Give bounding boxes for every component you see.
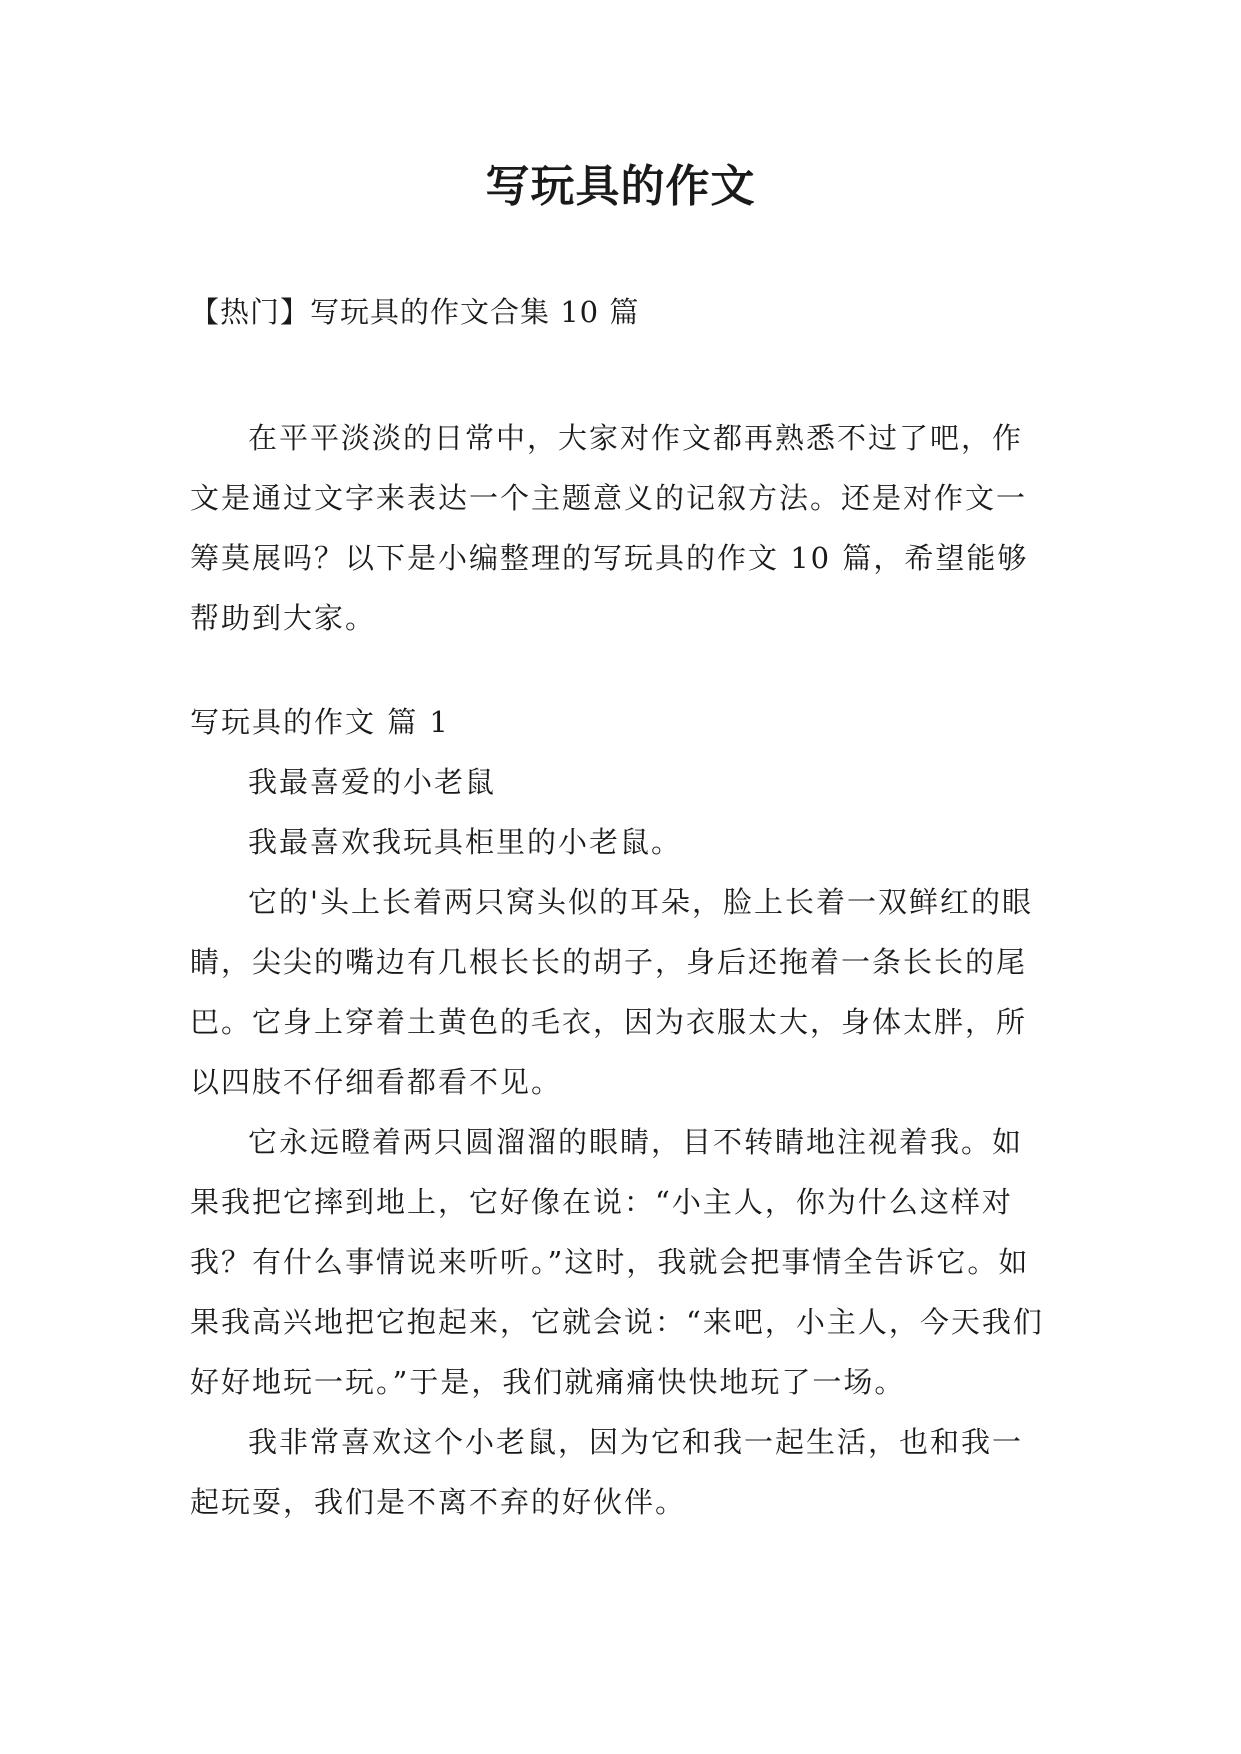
article-title-line: 我最喜爱的小老鼠 xyxy=(248,765,497,799)
section-heading: 写玩具的作文 篇 1 xyxy=(190,705,450,739)
intro-section xyxy=(190,408,1050,648)
article-section xyxy=(190,692,1050,1532)
document-title: 写玩具的作文 xyxy=(485,161,756,212)
body-paragraph: 它的'头上长着两只窝头似的耳朵，脸上长着一双鲜红的眼睛，尖尖的嘴边有几根长长的胡子，身后还拖着一条长长的尾巴。它身上穿着土黄色的毛衣，因为衣服太大，身体太胖，所以四肢不仔细看都看不见。 xyxy=(190,885,1033,1099)
body-paragraph: 我最喜欢我玩具柜里的小老鼠。 xyxy=(248,825,683,859)
body-paragraph: 它永远瞪着两只圆溜溜的眼睛，目不转睛地注视着我。如果我把它摔到地上，它好像在说：“小主人，你为什么这样对我？有什么事情说来听听。”这时，我就会把事情全告诉它。如果我高兴地把它抱起来，它就会说：“来吧，小主人，今天我们好好地玩一玩。”于是，我们就痛痛快快地玩了一场。 xyxy=(190,1125,1044,1399)
body-paragraph: 我非常喜欢这个小老鼠，因为它和我一起生活，也和我一起玩耍，我们是不离不弃的好伙伴。 xyxy=(190,1425,1024,1519)
intro-paragraph: 在平平淡淡的日常中，大家对作文都再熟悉不过了吧，作文是通过文字来表达一个主题意义的记叙方法。还是对作文一筹莫展吗？以下是小编整理的写玩具的作文 10 篇，希望能够帮助到大家。 xyxy=(190,421,1029,635)
document-subtitle: 【热门】写玩具的作文合集 10 篇 xyxy=(190,295,640,329)
